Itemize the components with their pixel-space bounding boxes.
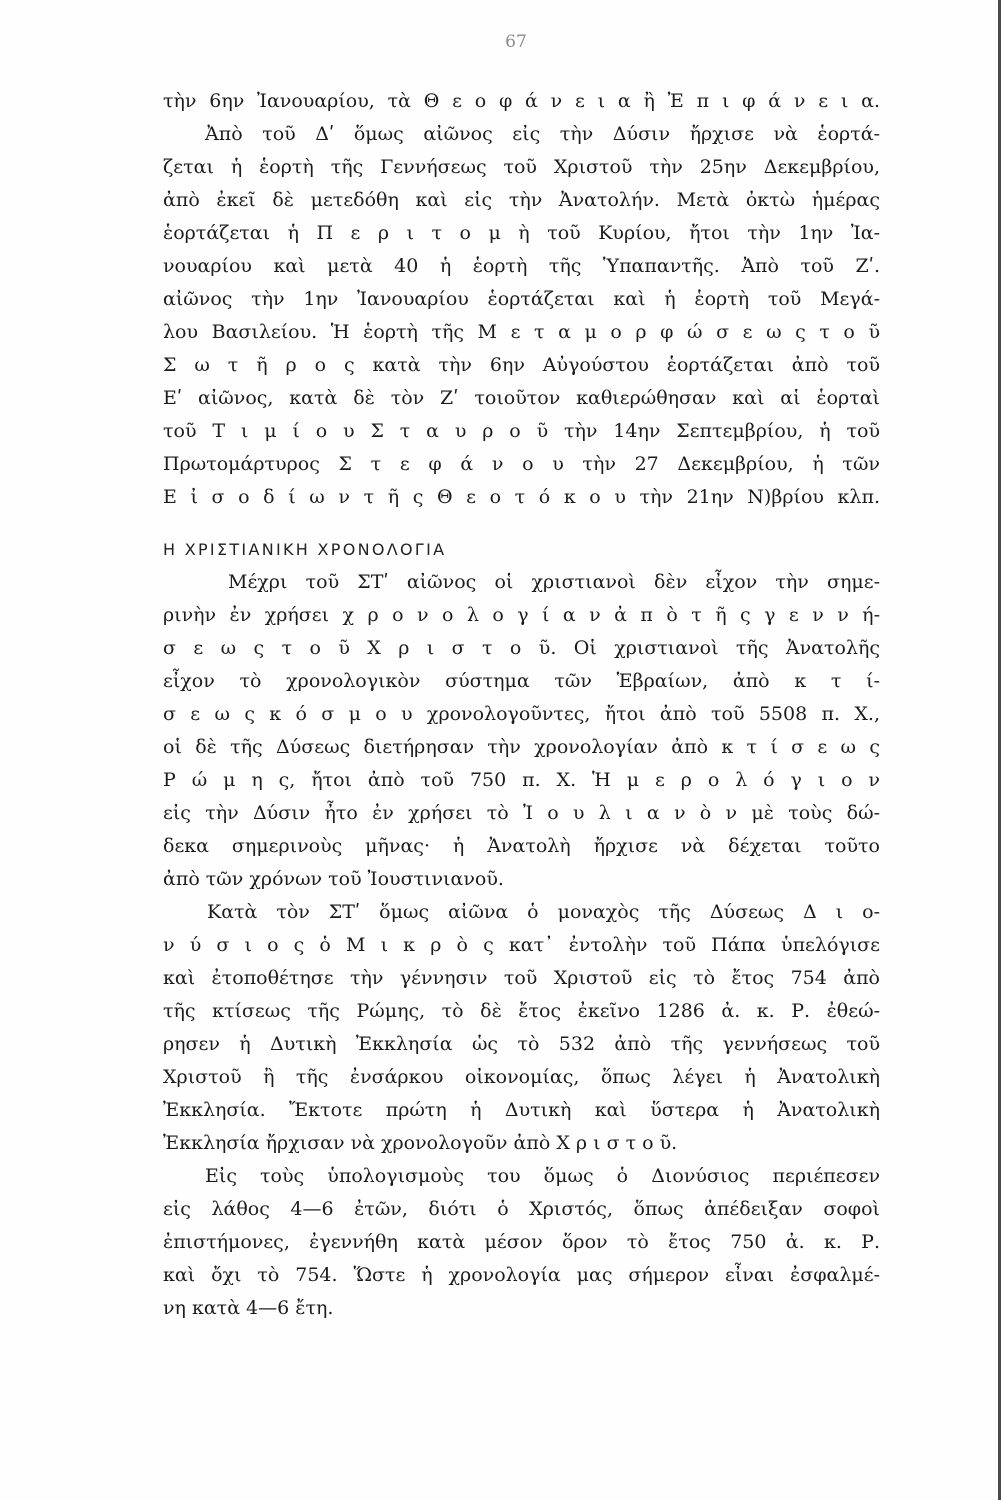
- text-line: ρησεν ἡ Δυτικὴ Ἐκκλησία ὡς τὸ 532 ἀπὸ τῆς γεννήσεως τοῦ: [163, 1033, 880, 1055]
- text-line: καὶ ὄχι τὸ 754. Ὥστε ἡ χρονολογία μας σήμερον εἶναι ἐσφαλμέ-: [163, 1264, 880, 1286]
- text-line: τοῦ Τ ι μ ί ο υ Σ τ α υ ρ ο ῦ τὴν 14ην Σεπτεμβρίου, ἡ τοῦ: [163, 420, 880, 442]
- text-line: Ε ἰ σ ο δ ί ω ν τ ῆ ς Θ ε ο τ ό κ ο υ τὴν 21ην Ν)βρίου κλπ.: [163, 486, 880, 508]
- text-line: νη κατὰ 4—6 ἔτη.: [163, 1297, 334, 1319]
- text-line: ἐπιστήμονες, ἐγεννήθη κατὰ μέσον ὅρον τὸ ἔτος 750 ἀ. κ. Ρ.: [163, 1231, 880, 1253]
- text-line: Εἰς τοὺς ὑπολογισμοὺς του ὅμως ὁ Διονύσιος περιέπεσεν: [205, 1165, 880, 1187]
- text-line: ζεται ἡ ἑορτὴ τῆς Γεννήσεως τοῦ Χριστοῦ τὴν 25ην Δεκεμβρίου,: [163, 156, 880, 178]
- text-line: σ ε ω ς κ ό σ μ ο υ χρονολογοῦντες, ἤτοι ἀπὸ τοῦ 5508 π. Χ.,: [163, 703, 880, 725]
- text-line: Ἐκκλησία ἤρχισαν νὰ χρονολογοῦν ἀπὸ Χ ρ ι σ τ ο ῦ.: [163, 1132, 678, 1154]
- page-number: 67: [505, 32, 527, 52]
- text-line: οἱ δὲ τῆς Δύσεως διετήρησαν τὴν χρονολογίαν ἀπὸ κ τ ί σ ε ω ς: [163, 736, 880, 758]
- paragraph: [163, 896, 880, 1160]
- text-line: εἶχον τὸ χρονολογικὸν σύστημα τῶν Ἑβραίων, ἀπὸ κ τ ί-: [163, 670, 880, 692]
- paragraph: [163, 118, 880, 514]
- text-line: Κατὰ τὸν ΣΤʹ ὅμως αἰῶνα ὁ μοναχὸς τῆς Δύσεως Δ ι ο-: [207, 901, 880, 923]
- text-line: ἀπὸ τῶν χρόνων τοῦ Ἰουστινιανοῦ.: [163, 868, 504, 890]
- text-line: Πρωτομάρτυρος Σ τ ε φ ά ν ο υ τὴν 27 Δεκεμβρίου, ἡ τῶν: [163, 453, 880, 475]
- text-line: δεκα σημερινοὺς μῆνας· ἡ Ἀνατολὴ ἤρχισε νὰ δέχεται τοῦτο: [163, 835, 880, 857]
- text-line: Ἀπὸ τοῦ Δʹ ὅμως αἰῶνος εἰς τὴν Δύσιν ἤρχισε νὰ ἑορτά-: [205, 123, 880, 145]
- text-line: ἀπὸ ἐκεῖ δὲ μετεδόθη καὶ εἰς τὴν Ἀνατολήν. Μετὰ ὀκτὼ ἡμέρας: [163, 189, 880, 211]
- text-line: τῆς κτίσεως τῆς Ρώμης, τὸ δὲ ἔτος ἐκεῖνο 1286 ἀ. κ. Ρ. ἐθεώ-: [163, 1000, 880, 1022]
- text-line: σ ε ω ς τ ο ῦ Χ ρ ι σ τ ο ῦ. Οἱ χριστιανοὶ τῆς Ἀνατολῆς: [163, 637, 880, 659]
- text-line: Ἐκκλησία. Ἔκτοτε πρώτη ἡ Δυτικὴ καὶ ὕστερα ἡ Ἀνατολικὴ: [163, 1099, 880, 1121]
- text-line: αἰῶνος τὴν 1ην Ἰανουαρίου ἑορτάζεται καὶ ἡ ἑορτὴ τοῦ Μεγά-: [163, 288, 880, 310]
- text-line: λου Βασιλείου. Ἡ ἑορτὴ τῆς Μ ε τ α μ ο ρ φ ώ σ ε ω ς τ ο ῦ: [163, 321, 880, 343]
- text-line: ν ύ σ ι ο ς ὁ Μ ι κ ρ ὸ ς κατ᾽ ἐντολὴν τοῦ Πάπα ὑπελόγισε: [163, 934, 880, 956]
- text-line: εἰς τὴν Δύσιν ἦτο ἐν χρήσει τὸ Ἰ ο υ λ ι α ν ὸ ν μὲ τοὺς δώ-: [163, 802, 880, 824]
- text-line: Εʹ αἰῶνος, κατὰ δὲ τὸν Ζʹ τοιοῦτον καθιερώθησαν καὶ αἱ ἑορταὶ: [163, 387, 880, 409]
- text-line: ἑορτάζεται ἡ Π ε ρ ι τ ο μ ὴ τοῦ Κυρίου, ἤτοι τὴν 1ην Ἰα-: [163, 222, 880, 244]
- paragraph: [163, 566, 880, 896]
- text-line: τὴν 6ην Ἰανουαρίου, τὰ Θ ε ο φ ά ν ε ι α ἢ Ἐ π ι φ ά ν ε ι α.: [163, 90, 880, 112]
- paragraph: [163, 1160, 880, 1325]
- text-line: Σ ω τ ῆ ρ ο ς κατὰ τὴν 6ην Αὐγούστου ἑορτάζεται ἀπὸ τοῦ: [163, 354, 880, 376]
- body-text: [163, 85, 880, 1325]
- text-line: Χριστοῦ ἢ τῆς ἐνσάρκου οἰκονομίας, ὅπως λέγει ἡ Ἀνατολικὴ: [163, 1066, 880, 1088]
- text-line: εἰς λάθος 4—6 ἐτῶν, διότι ὁ Χριστός, ὅπως ἀπέδειξαν σοφοὶ: [163, 1198, 880, 1220]
- paragraph: [163, 85, 880, 118]
- section-heading: Η ΧΡΙΣΤΙΑΝΙΚΗ ΧΡΟΝΟΛΟΓΙΑ: [163, 540, 447, 559]
- text-line: καὶ ἐτοποθέτησε τὴν γέννησιν τοῦ Χριστοῦ εἰς τὸ ἔτος 754 ἀπὸ: [163, 967, 880, 989]
- text-line: Μέχρι τοῦ ΣΤʹ αἰῶνος οἱ χριστιανοὶ δὲν εἶχον τὴν σημε-: [228, 571, 880, 593]
- text-line: ρινὴν ἐν χρήσει χ ρ ο ν ο λ ο γ ί α ν ἀ π ὸ τ ῆ ς γ ε ν ν ή-: [163, 604, 880, 626]
- text-line: νουαρίου καὶ μετὰ 40 ἡ ἑορτὴ τῆς Ὑπαπαντῆς. Ἀπὸ τοῦ Ζʹ.: [163, 255, 880, 277]
- text-line: Ρ ώ μ η ς, ἤτοι ἀπὸ τοῦ 750 π. Χ. Ἡ μ ε ρ ο λ ό γ ι ο ν: [163, 769, 880, 791]
